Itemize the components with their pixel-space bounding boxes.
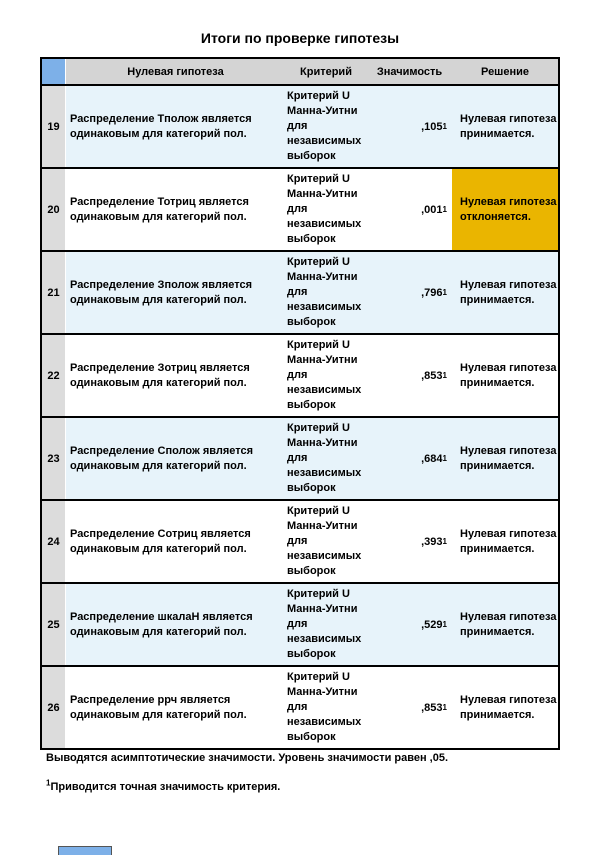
significance-cell: ,796 1 bbox=[367, 252, 452, 333]
decision-text: Нулевая гипотеза принимается. bbox=[460, 278, 557, 306]
decision-text: Нулевая гипотеза принимается. bbox=[460, 693, 557, 721]
null-hypothesis-cell bbox=[66, 86, 285, 167]
significance-value: ,393 bbox=[421, 535, 443, 548]
table-corner-cell bbox=[42, 59, 66, 84]
significance-value: ,684 bbox=[421, 452, 443, 465]
null-hypothesis-text: Распределение Сполож является одинаковым для категорий пол. bbox=[70, 444, 254, 472]
column-header-null-hypothesis: Нулевая гипотеза bbox=[127, 65, 224, 78]
table-row bbox=[42, 582, 558, 665]
significance-value: ,001 bbox=[421, 203, 443, 216]
table-row bbox=[42, 499, 558, 582]
row-number-cell: 26 bbox=[42, 667, 66, 748]
row-number-cell: 23 bbox=[42, 418, 66, 499]
next-table-corner-cell bbox=[58, 846, 112, 855]
decision-cell bbox=[452, 335, 558, 416]
significance-cell: ,684 1 bbox=[367, 418, 452, 499]
null-hypothesis-cell bbox=[66, 418, 285, 499]
table-row bbox=[42, 333, 558, 416]
decision-text: Нулевая гипотеза принимается. bbox=[460, 112, 557, 140]
row-number-cell: 19 bbox=[42, 86, 66, 167]
decision-text: Нулевая гипотеза принимается. bbox=[460, 444, 557, 472]
significance-cell: ,393 1 bbox=[421, 535, 447, 548]
test-cell: Критерий U Манна-Уитни для независимых выборок bbox=[285, 86, 367, 167]
significance-cell: ,105 1 bbox=[367, 86, 452, 167]
decision-text: Нулевая гипотеза принимается. bbox=[460, 610, 557, 638]
null-hypothesis-cell bbox=[66, 501, 285, 582]
null-hypothesis-text: Распределение Сотриц является одинаковым для категорий пол. bbox=[70, 527, 251, 555]
footnote-1-text: Приводится точная значимость критерия. bbox=[50, 781, 281, 793]
row-number-cell: 22 bbox=[42, 335, 66, 416]
row-number-cell: 25 bbox=[42, 584, 66, 665]
test-cell: Критерий U Манна-Уитни для независимых выборок bbox=[285, 584, 367, 665]
null-hypothesis-cell bbox=[66, 335, 285, 416]
null-hypothesis-cell bbox=[66, 667, 285, 748]
row-number-cell: 21 bbox=[42, 252, 66, 333]
decision-cell bbox=[452, 418, 558, 499]
decision-cell bbox=[452, 501, 558, 582]
null-hypothesis-cell bbox=[66, 252, 285, 333]
significance-cell: ,853 1 bbox=[421, 701, 447, 714]
test-cell: Критерий U Манна-Уитни для независимых выборок bbox=[285, 252, 367, 333]
decision-text: Нулевая гипотеза принимается. bbox=[460, 527, 557, 555]
row-number-cell: 24 bbox=[42, 501, 66, 582]
decision-text: Нулевая гипотеза принимается. bbox=[460, 361, 557, 389]
significance-value: ,853 bbox=[421, 369, 443, 382]
table-row bbox=[42, 167, 558, 250]
null-hypothesis-cell bbox=[66, 169, 285, 250]
null-hypothesis-text: Распределение Зотриц является одинаковым для категорий пол. bbox=[70, 361, 250, 389]
significance-value: ,105 bbox=[421, 120, 443, 133]
table-row bbox=[42, 665, 558, 748]
page-title: Итоги по проверке гипотезы bbox=[200, 30, 400, 46]
hypothesis-test-summary-table bbox=[40, 57, 560, 750]
null-hypothesis-text: Распределение Зполож является одинаковым для категорий пол. bbox=[70, 278, 252, 306]
significance-value: ,796 bbox=[421, 286, 443, 299]
test-cell: Критерий U Манна-Уитни для независимых выборок bbox=[285, 418, 367, 499]
significance-cell: ,529 1 bbox=[367, 584, 452, 665]
null-hypothesis-text: Распределение шкалаН является одинаковым для категорий пол. bbox=[70, 610, 253, 638]
table-body bbox=[42, 84, 558, 748]
table-row bbox=[42, 250, 558, 333]
column-header-decision: Решение bbox=[481, 65, 529, 78]
general-footnote: Выводятся асимптотические значимости. Уровень значимости равен ,05. bbox=[46, 752, 449, 764]
decision-cell bbox=[452, 86, 558, 167]
test-cell: Критерий U Манна-Уитни для независимых выборок bbox=[287, 173, 362, 245]
null-hypothesis-cell bbox=[66, 584, 285, 665]
null-hypothesis-text: Распределение Тполож является одинаковым для категорий пол. bbox=[70, 112, 252, 140]
row-number-cell: 20 bbox=[42, 169, 66, 250]
significance-value: ,853 bbox=[421, 701, 443, 714]
column-header-test: Критерий bbox=[300, 65, 352, 78]
null-hypothesis-text: Распределение ррч является одинаковым для категорий пол. bbox=[70, 693, 247, 721]
column-header-significance: Значимость bbox=[376, 65, 443, 78]
table-row bbox=[42, 416, 558, 499]
footnote-1-marker: 1 bbox=[46, 778, 51, 788]
table-header-row bbox=[42, 59, 558, 84]
decision-cell bbox=[452, 667, 558, 748]
decision-cell bbox=[452, 252, 558, 333]
test-cell: Критерий U Манна-Уитни для независимых выборок bbox=[287, 671, 362, 743]
decision-text: Нулевая гипотеза отклоняется. bbox=[460, 195, 557, 223]
test-cell: Критерий U Манна-Уитни для независимых выборок bbox=[287, 505, 362, 577]
significance-cell: ,853 1 bbox=[421, 369, 447, 382]
test-cell: Критерий U Манна-Уитни для независимых выборок bbox=[287, 339, 362, 411]
significance-value: ,529 bbox=[421, 618, 443, 631]
null-hypothesis-text: Распределение Тотриц является одинаковым для категорий пол. bbox=[70, 195, 249, 223]
decision-cell bbox=[452, 584, 558, 665]
significance-cell: ,001 1 bbox=[421, 203, 447, 216]
footnote-1 bbox=[46, 778, 576, 793]
decision-cell bbox=[452, 169, 558, 250]
table-row bbox=[42, 84, 558, 167]
